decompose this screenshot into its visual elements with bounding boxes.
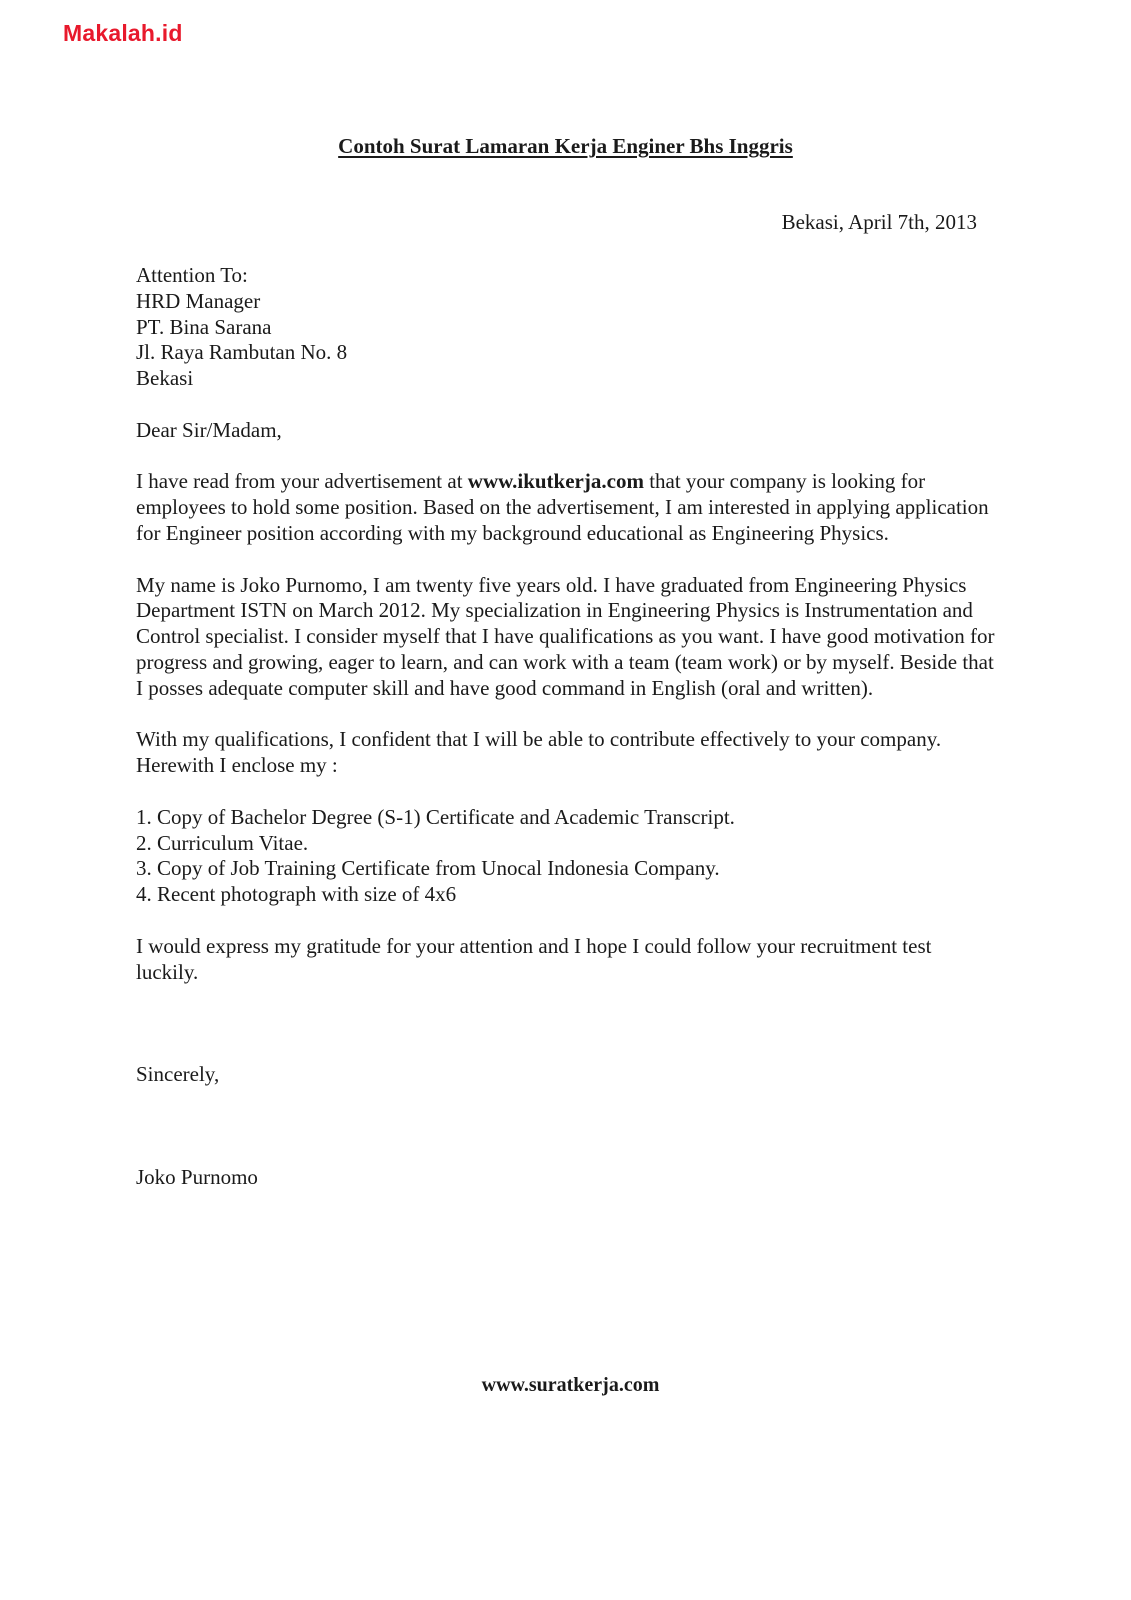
paragraph-text: that your company is looking for employees to hold some position. Based on the advertisement, I am interested in applying application for Engineer position according with my background educational as Engineering Physics. [136, 469, 989, 545]
footer-website: www.suratkerja.com [481, 1374, 660, 1396]
enclosure-item: 2. Curriculum Vitae. [136, 830, 309, 855]
address-line: Attention To: [136, 263, 248, 287]
enclosure-list [136, 805, 996, 908]
enclosure-item: 3. Copy of Job Training Certificate from Unocal Indonesia Company. [136, 856, 720, 881]
salutation: Dear Sir/Madam, [136, 417, 282, 442]
advertisement-website: www.ikutkerja.com [467, 469, 644, 494]
address-line: Jl. Raya Rambutan No. 8 [136, 340, 348, 365]
address-line: HRD Manager [136, 288, 261, 313]
watermark-logo: Makalah.id [63, 20, 183, 46]
address-line: PT. Bina Sarana [136, 314, 272, 339]
paragraph-advertisement [136, 469, 996, 546]
closing: Sincerely, [136, 1062, 220, 1087]
paragraph-gratitude: I would express my gratitude for your attention and I hope I could follow your recruitment test luckily. [136, 933, 932, 984]
paragraph-introduction: My name is Joko Purnomo, I am twenty five years old. I have graduated from Engineering Physics Department ISTN on March 2012. My specialization in Engineering Physics is Instrumentation and Control specialist. I consider myself that I have qualifications as you want. I have good motivation for progress and growing, eager to learn, and can work with a team (team work) or by myself. Beside that I posses adequate computer skill and have good command in English (oral and written). [136, 572, 995, 700]
paragraph-text: I have read from your advertisement at [136, 469, 468, 494]
enclosure-item: 1. Copy of Bachelor Degree (S-1) Certificate and Academic Transcript. [136, 804, 735, 829]
signature-name: Joko Purnomo [136, 1165, 258, 1190]
letter-date: Bekasi, April 7th, 2013 [781, 210, 977, 234]
enclosure-item: 4. Recent photograph with size of 4x6 [136, 882, 457, 907]
recipient-address [136, 263, 996, 392]
letter-body [136, 263, 996, 1191]
paragraph-qualifications: With my qualifications, I confident that I will be able to contribute effectively to your company. Herewith I enclose my : [136, 727, 942, 778]
document-title: Contoh Surat Lamaran Kerja Enginer Bhs Inggris [338, 134, 793, 158]
address-line: Bekasi [136, 366, 194, 391]
